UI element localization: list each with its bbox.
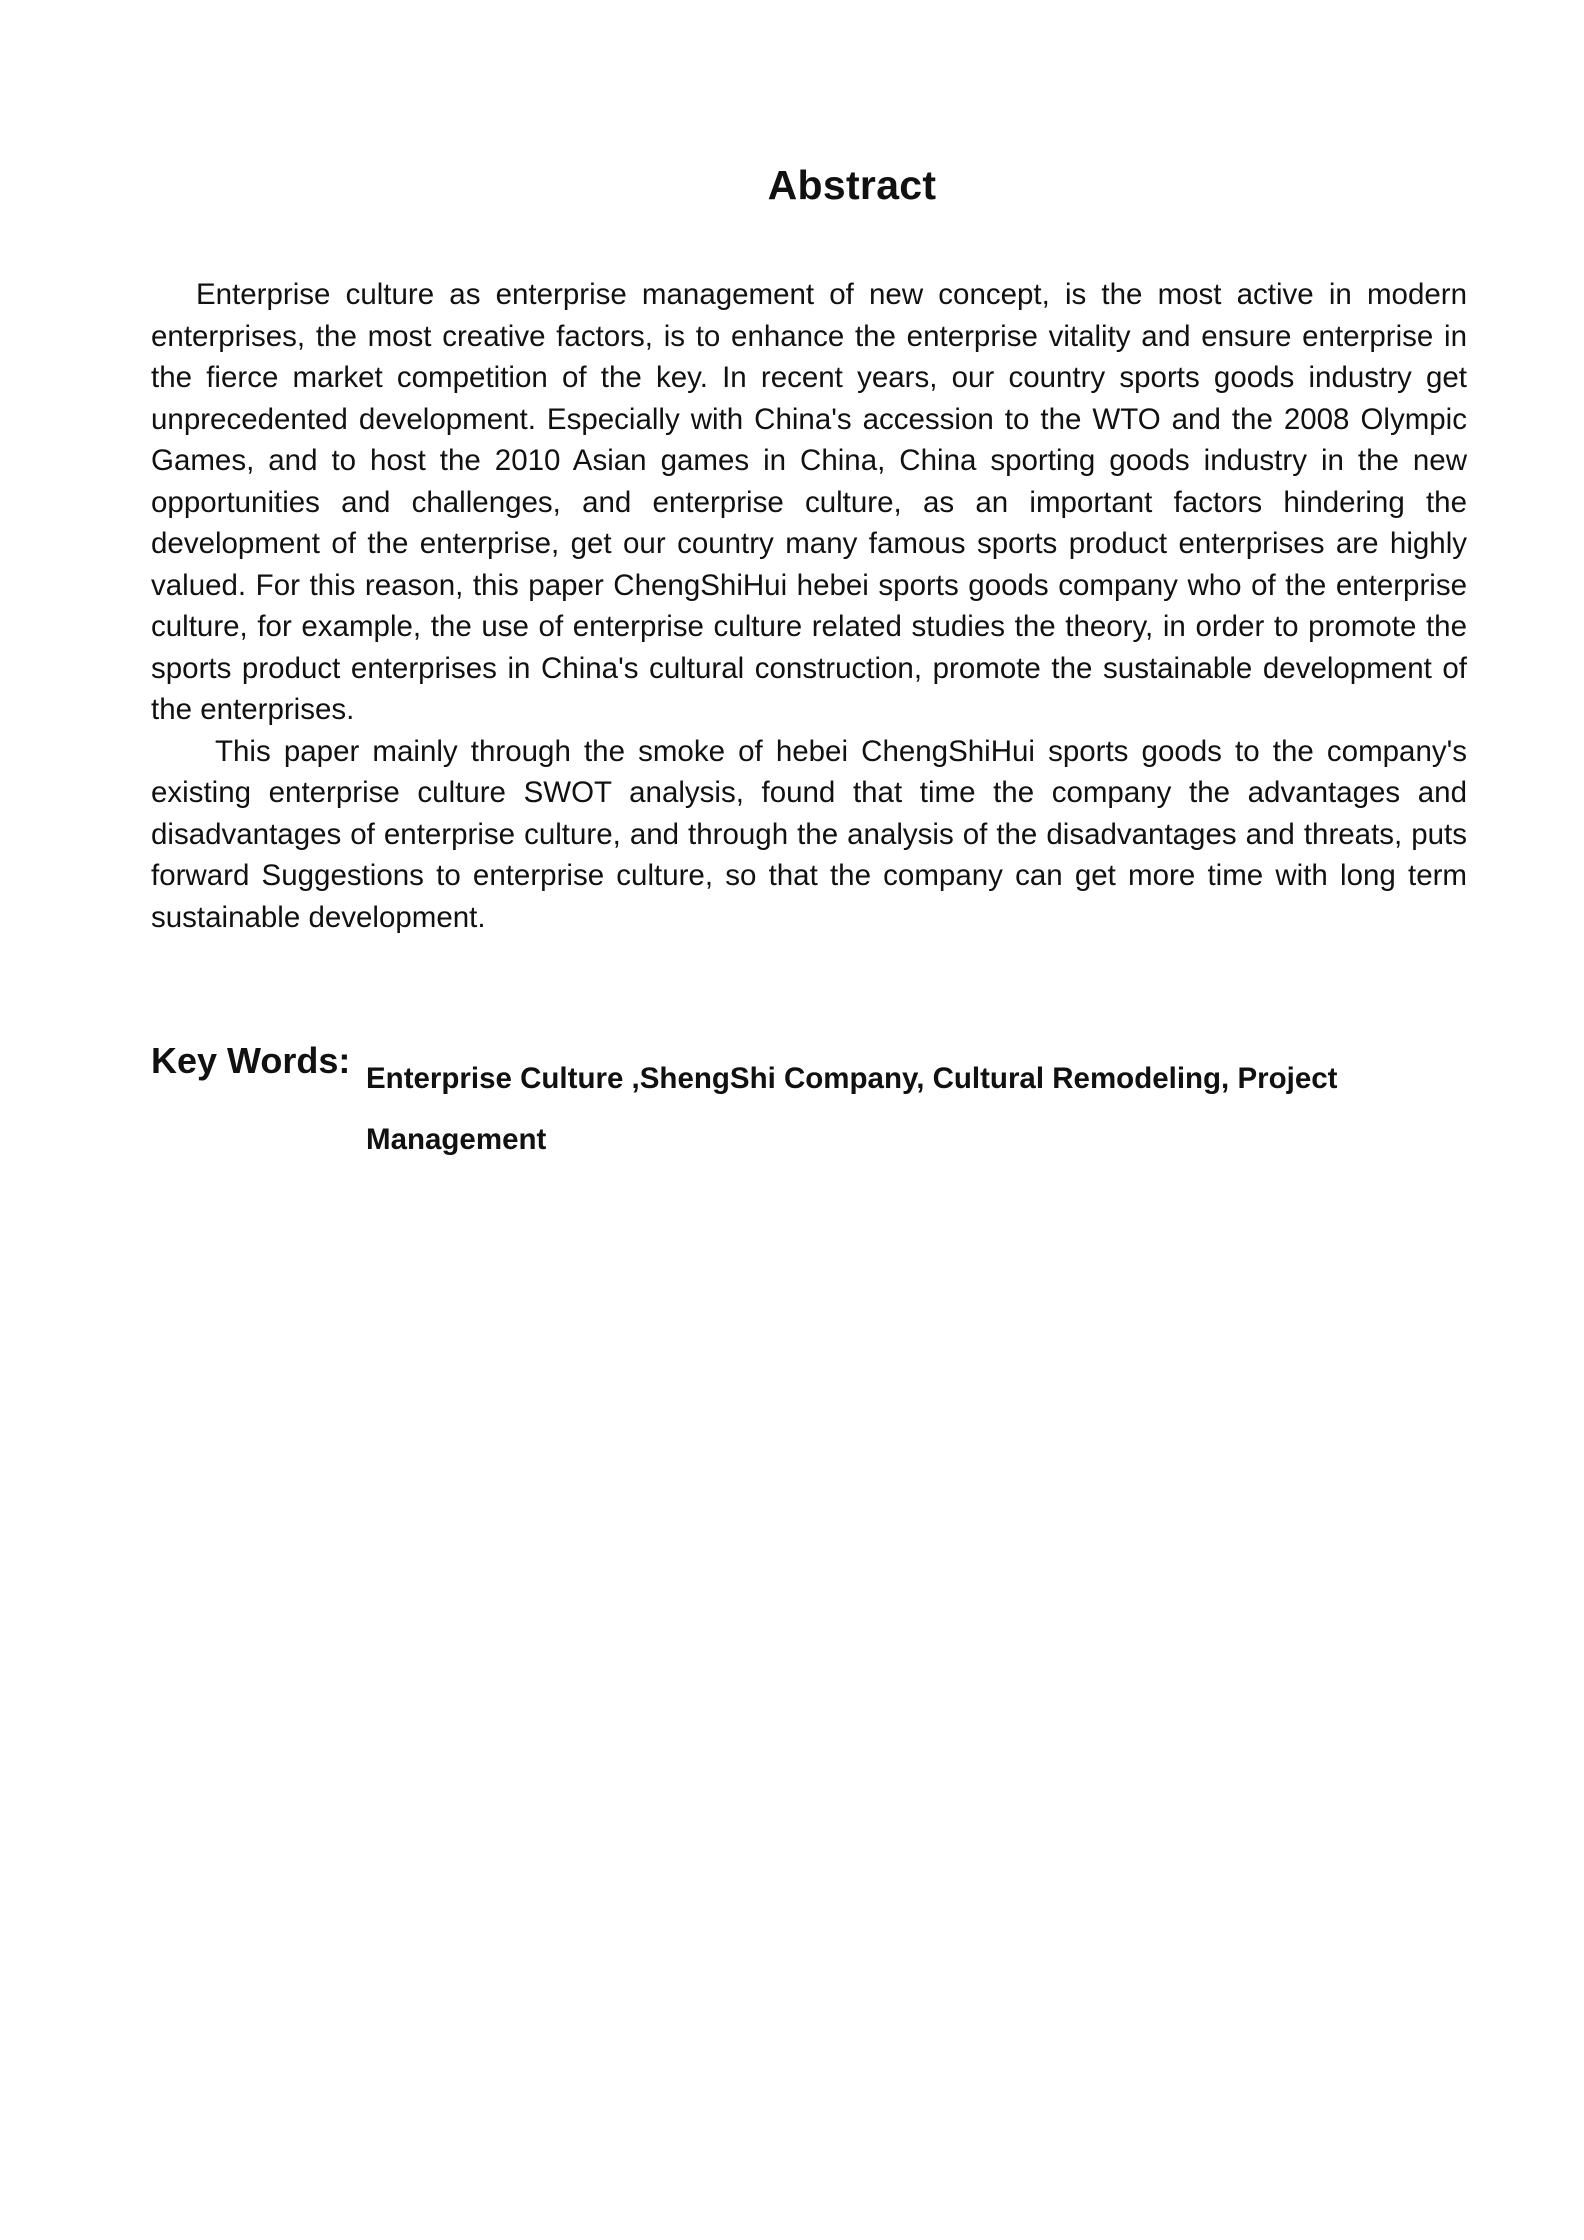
abstract-paragraph-2: This paper mainly through the smoke of hebei ChengShiHui sports goods to the company's existing enterprise culture SWOT analysis, found that time the company the advantages and disadvantages of enterprise culture, and through the analysis of the disadvantages and threats, puts forward Suggestions to enterprise culture, so that the company can get more time with long term sustainable development. [151,734,1467,934]
keywords-label: Key Words: [151,1040,351,1081]
abstract-title: Abstract [767,162,937,208]
abstract-body [151,274,1467,938]
abstract-paragraph-1: Enterprise culture as enterprise management of new concept, is the most active in modern enterprises, the most creative factors, is to enhance the enterprise vitality and ensure enterprise in the fierce market competition of the key. In recent years, our country sports goods industry get unprecedented development. Especially with China's accession to the WTO and the 2008 Olympic Games, and to host the 2010 Asian games in China, China sporting goods industry in the new opportunities and challenges, and enterprise culture, as an important factors hindering the development of the enterprise, get our country many famous sports product enterprises are highly valued. For this reason, this paper ChengShiHui hebei sports goods company who of the enterprise culture, for example, the use of enterprise culture related studies the theory, in order to promote the sports product enterprises in China's cultural construction, promote the sustainable development of the enterprises. [151,278,1467,726]
keywords-text: Enterprise Culture ,ShengShi Company, Cultural Remodeling, Project Management [366,1062,1338,1156]
